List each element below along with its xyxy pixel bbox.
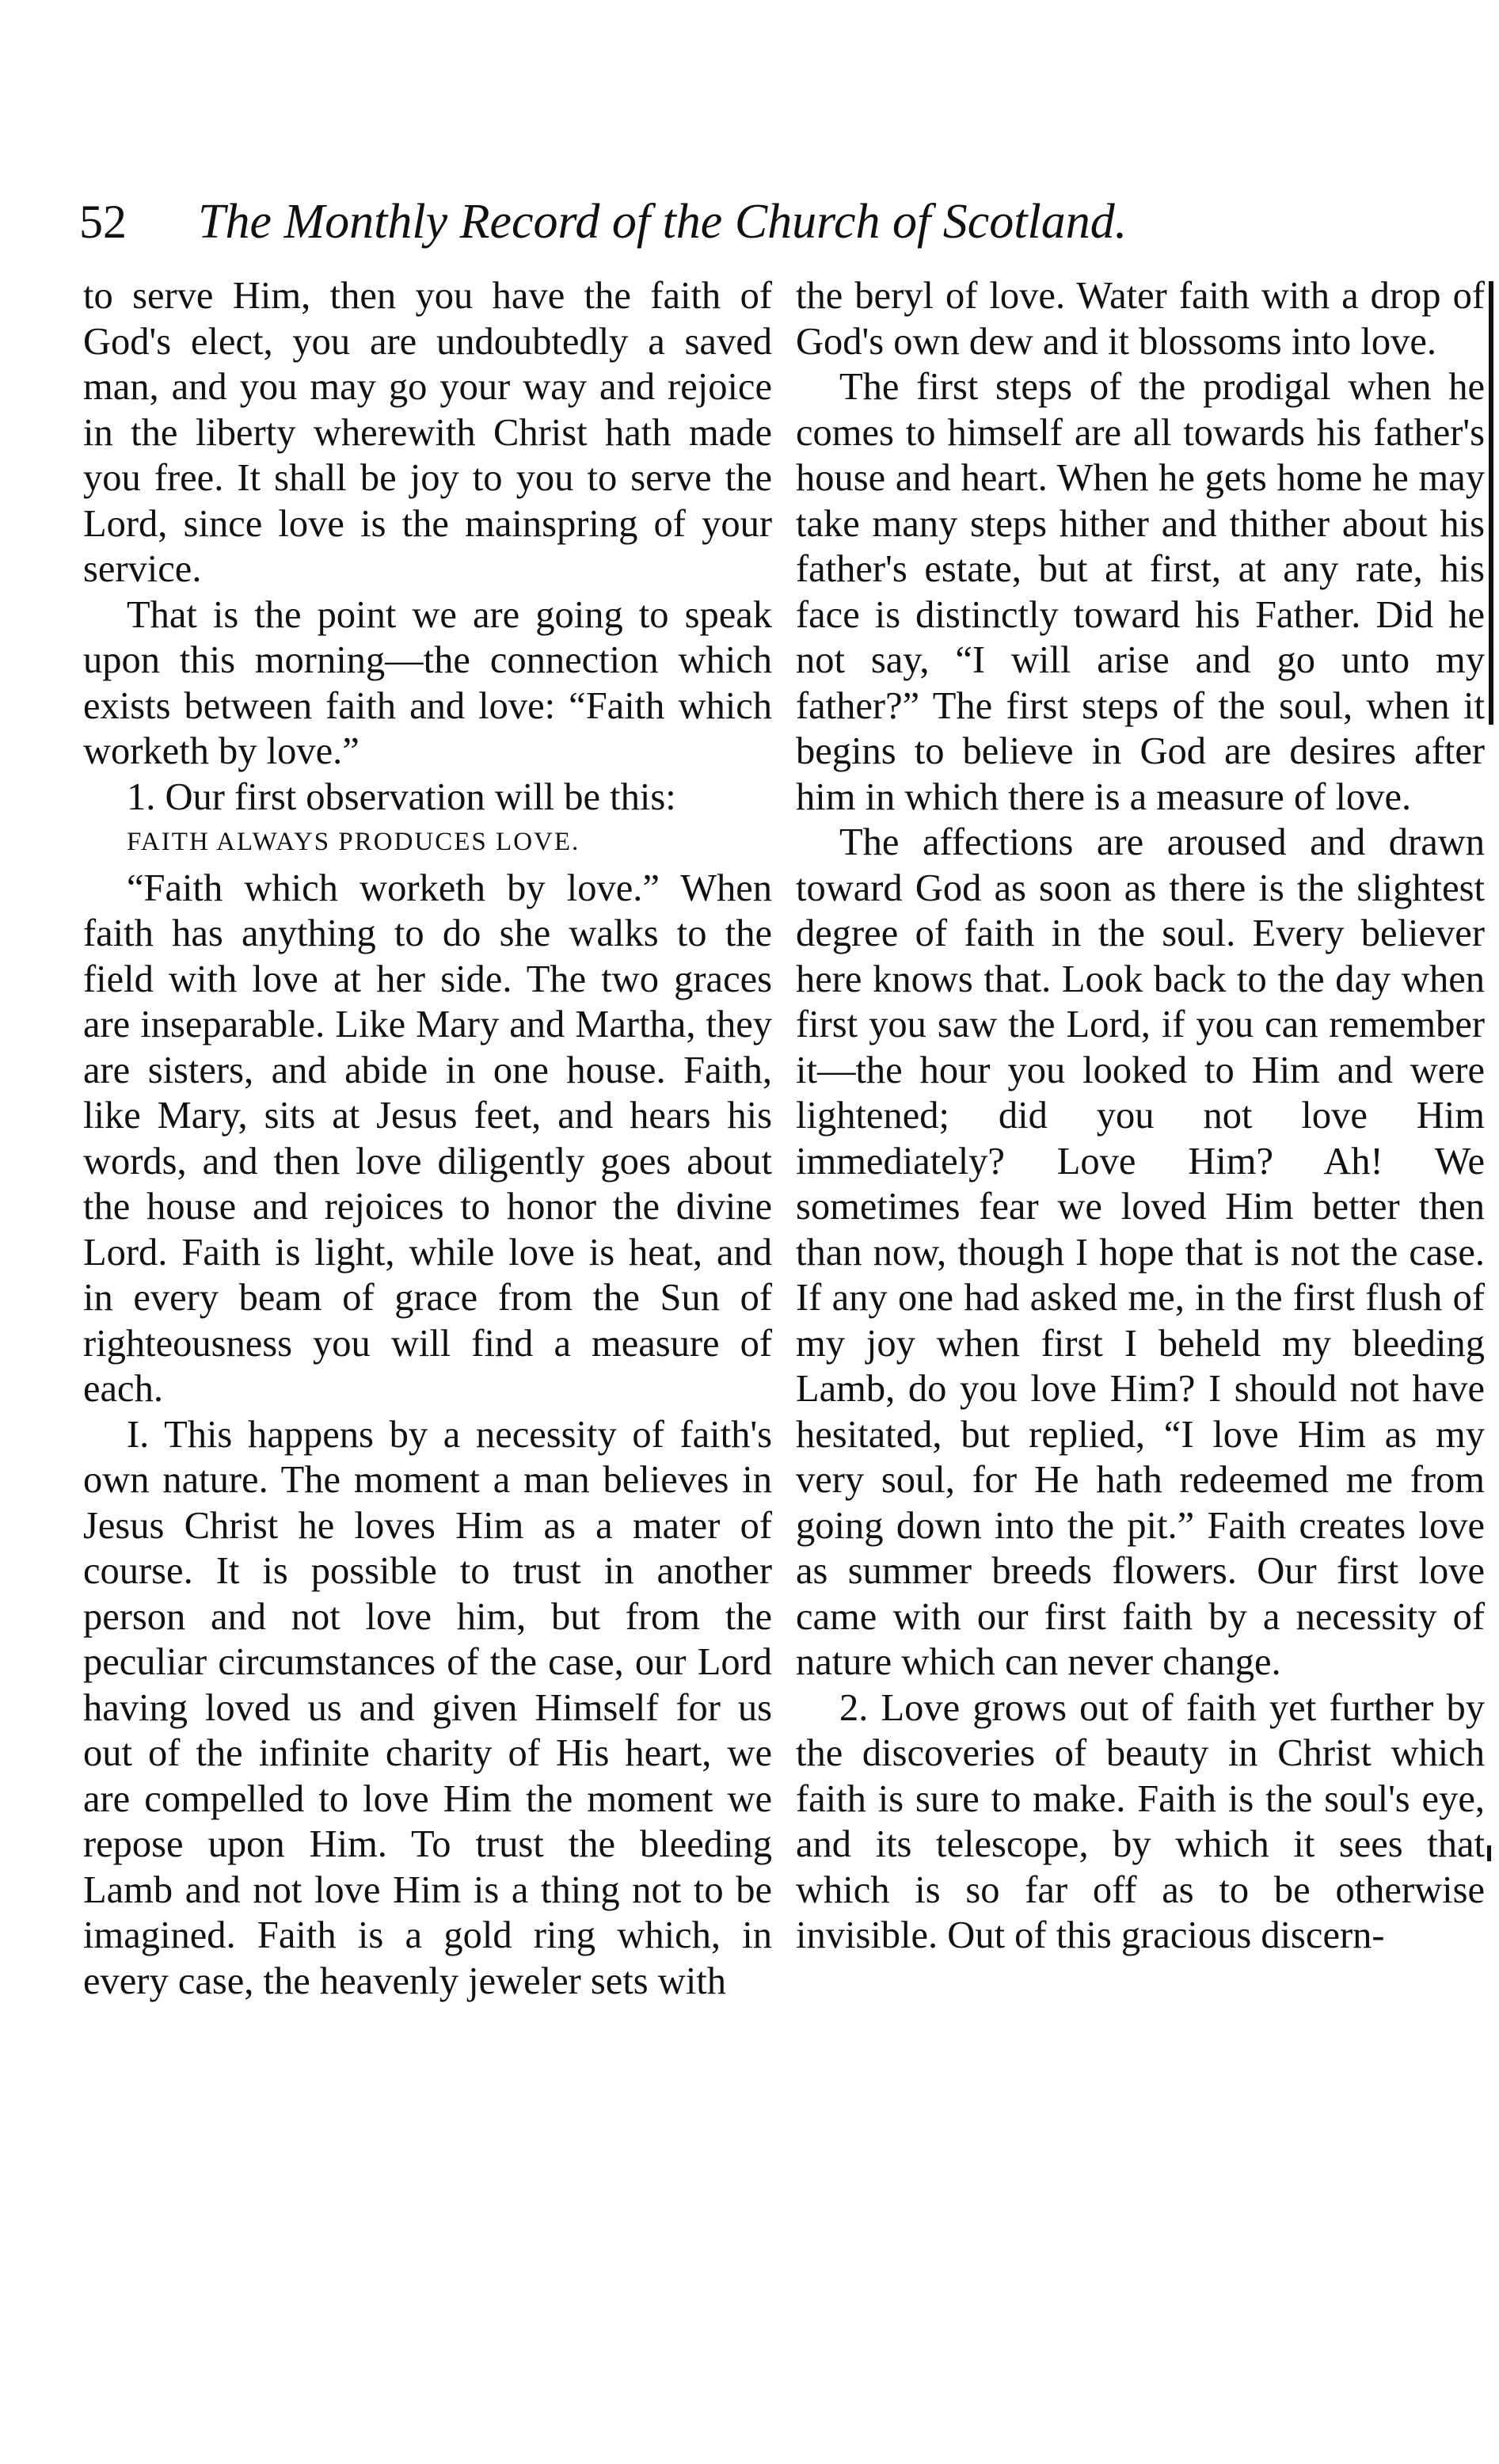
running-title: The Monthly Record of the Church of Scotland. bbox=[198, 195, 1128, 249]
page-header bbox=[79, 190, 1489, 261]
margin-rule bbox=[1489, 281, 1493, 725]
section-heading: FAITH ALWAYS PRODUCES LOVE. bbox=[127, 828, 580, 856]
page-number: 52 bbox=[79, 196, 127, 248]
paragraph: the beryl of love. Water faith with a drop of God's own dew and it blossoms into love. bbox=[796, 275, 1485, 363]
paragraph: That is the point we are going to speak upon this morning—the connection which exists between faith and love: “Faith which worketh by love.” bbox=[83, 593, 772, 772]
right-column bbox=[796, 273, 1485, 1959]
paragraph: 2. Love grows out of faith yet further by the discoveries of beauty in Christ which faith is sure to make. Faith is the soul's eye, and its telescope, by which it sees that which is so far off as to be otherwise invisible. Out of this gracious discern- bbox=[796, 1686, 1485, 1956]
margin-mark bbox=[1487, 1845, 1491, 1861]
paragraph: 1. Our first observation will be this: bbox=[127, 775, 676, 818]
left-column bbox=[83, 273, 772, 2004]
paragraph: “Faith which worketh by love.” When faith has anything to do she walks to the field with love at her side. The two graces are inseparable. Like Mary and Martha, they are sisters, and abide in one house. Faith, like Mary, sits at Jesus feet, and hears his words, and then love diligently goes about the house and rejoices to honor the divine Lord. Faith is light, while love is heat, and in every beam of grace from the Sun of righteousness you will find a measure of each. bbox=[83, 866, 772, 1410]
paragraph: The affections are aroused and drawn toward God as soon as there is the slightest degree of faith in the soul. Every believer here knows that. Look back to the day when first you saw the Lord, if you can remember it—the hour you looked to Him and were lightened; did you not love Him immediately? Love Him? Ah! We sometimes fear we loved Him better then than now, though I hope that is not the case. If any one had asked me, in the first flush of my joy when first I beheld my bleeding Lamb, do you love Him? I should not have hesitated, but replied, “I love Him as my very soul, for He hath redeemed me from going down into the pit.” Faith creates love as summer breeds flowers. Our first love came with our first faith by a necessity of nature which can never change. bbox=[796, 821, 1485, 1683]
paragraph: I. This happens by a necessity of faith's own nature. The moment a man believes in Jesus Christ he loves Him as a mater of course. It is possible to trust in another person and not love him, but from the peculiar circumstances of the case, our Lord having loved us and given Himself for us out of the infinite charity of His heart, we are compelled to love Him the moment we repose upon Him. To trust the bleeding Lamb and not love Him is a thing not to be imagined. Faith is a gold ring which, in every case, the heavenly jeweler sets with bbox=[83, 1413, 772, 2002]
paragraph: to serve Him, then you have the faith of God's elect, you are undoubtedly a saved man, and you may go your way and rejoice in the liberty wherewith Christ hath made you free. It shall be joy to you to serve the Lord, since love is the mainspring of your service. bbox=[83, 275, 772, 590]
paragraph: The first steps of the prodigal when he comes to himself are all towards his father's house and heart. When he gets home he may take many steps hither and thither about his father's estate, but at first, at any rate, his face is distinctly toward his Father. Did he not say, “I will arise and go unto my father?” The first steps of the soul, when it begins to believe in God are desires after him in which there is a measure of love. bbox=[796, 366, 1485, 818]
